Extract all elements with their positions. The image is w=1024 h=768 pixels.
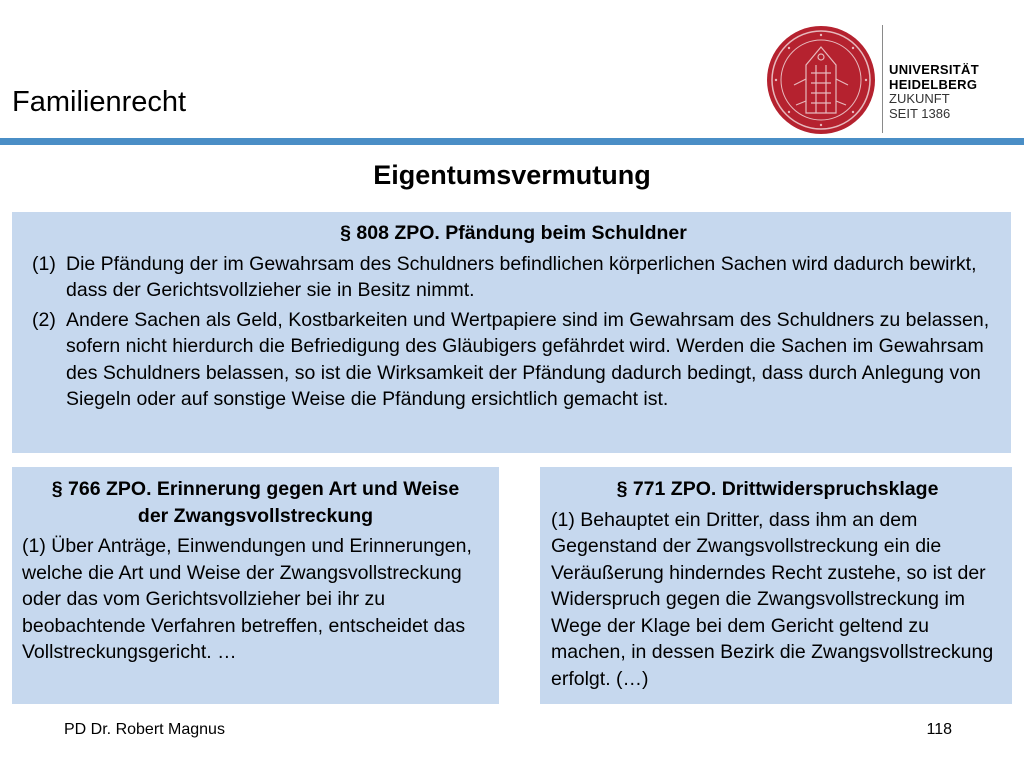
page-number: 118 xyxy=(926,721,952,738)
logo-line-1: UNIVERSITÄT xyxy=(889,62,979,77)
university-logo xyxy=(766,25,979,135)
logo-line-2: HEIDELBERG xyxy=(889,76,978,92)
section-808-paragraph-2 xyxy=(32,307,995,413)
logo-line-4: SEIT 1386 xyxy=(889,105,951,121)
university-seal-icon xyxy=(766,25,876,135)
section-771-box xyxy=(540,467,1012,704)
paragraph-number: (2) xyxy=(32,308,56,331)
section-808-title: § 808 ZPO. Pfändung beim Schuldner xyxy=(340,222,687,244)
logo-divider xyxy=(882,25,883,133)
page-title: Familienrecht xyxy=(12,86,187,118)
section-766-text: (1) Über Anträge, Einwendungen und Erinnerungen, welche die Art und Weise der Zwangsvollstreckung oder das vom Gerichtsvollzieher bei ihr zu beobachtende Verfahren betreffen, entscheidet das Vollstreckungsgericht. … xyxy=(22,535,472,663)
slide-title: Eigentumsvermutung xyxy=(373,160,651,190)
section-771-title: § 771 ZPO. Drittwiderspruchsklage xyxy=(616,478,939,500)
header-divider xyxy=(0,138,1024,145)
paragraph-text: Andere Sachen als Geld, Kostbarkeiten und Wertpapiere sind im Gewahrsam des Schuldners zu belassen, sofern nicht hierdurch die Befriedigung des Gläubigers gefährdet wird. Werden die Sachen im Gewahrsam des Schuldners belassen, so ist die Wirksamkeit der Pfändung dadurch bedingt, dass durch Anlegung von Siegeln oder auf sonstige Weise die Pfändung ersichtlich gemacht ist. xyxy=(66,308,990,410)
section-808-box xyxy=(12,212,1011,453)
logo-line-3: ZUKUNFT xyxy=(889,91,950,106)
paragraph-text: Die Pfändung der im Gewahrsam des Schuldners befindlichen körperlichen Sachen wird dadurch bewirkt, dass der Gerichtsvollzieher sie in Besitz nimmt. xyxy=(66,252,977,301)
section-766-title: § 766 ZPO. Erinnerung gegen Art und Weise der Zwangsvollstreckung xyxy=(51,478,460,527)
footer-author: PD Dr. Robert Magnus xyxy=(64,721,225,738)
paragraph-number: (1) xyxy=(32,252,56,275)
logo-wordmark xyxy=(889,63,979,121)
section-771-text: (1) Behauptet ein Dritter, dass ihm an dem Gegenstand der Zwangsvollstreckung ein die Veräußerung hinderndes Recht zustehe, so ist der Widerspruch gegen die Zwangsvollstreckung im Wege der Klage bei dem Gericht geltend zu machen, in dessen Bezirk die Zwangsvollstreckung erfolgt. (…) xyxy=(551,508,994,690)
section-766-box xyxy=(12,467,499,704)
section-808-paragraph-1 xyxy=(32,251,995,304)
